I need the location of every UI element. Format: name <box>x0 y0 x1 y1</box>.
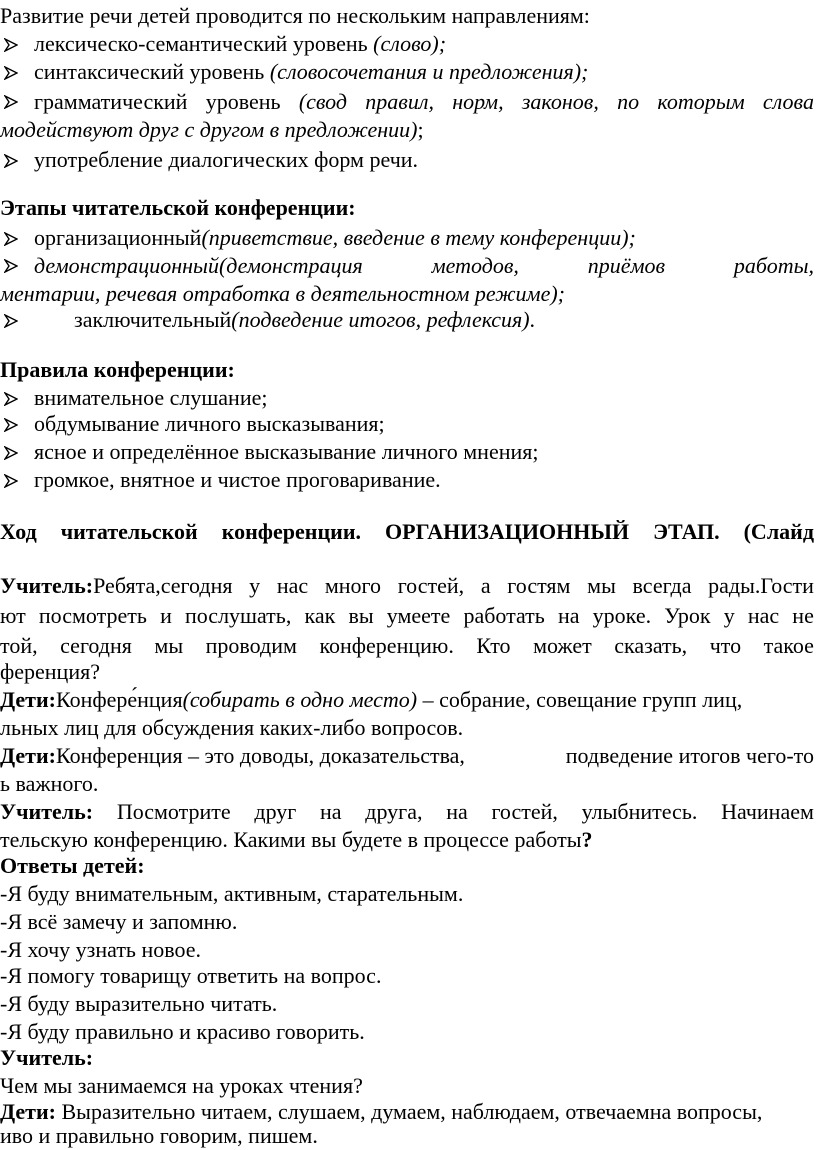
intro-line: Развитие речи детей проводится по нескольким направлениям: <box>0 3 590 28</box>
arrowhead-bullet-icon <box>4 232 18 246</box>
list-item: -Я буду правильно и красиво говорить. <box>0 1019 365 1044</box>
dialogue-line: Дети: Выразительно читаем, слушаем, думаем, наблюдаем, отвечаемна вопросы, <box>0 1099 763 1124</box>
dialogue-line: той, сегодня мы проводим конференцию. Кто может сказать, что такое <box>0 633 814 658</box>
dialogue-line: Учитель:Ребята,сегодня у нас много гостей, а гостям мы всегда рады.Гости <box>0 573 814 598</box>
arrowhead-bullet-icon <box>4 154 18 168</box>
list-item-continuation: модействуют друг с другом в предложении); <box>0 117 424 142</box>
list-item: внимательное слушание; <box>0 384 816 412</box>
list-item: -Я помогу товарищу ответить на вопрос. <box>0 963 382 988</box>
dialogue-line: Дети:Конфере́нция(собирать в одно место) – собрание, совещание групп лиц, <box>0 687 743 712</box>
section-heading: Правила конференции: <box>0 357 235 382</box>
list-item: -Я хочу узнать новое. <box>0 937 202 962</box>
list-item: -Я всё замечу и запомню. <box>0 909 238 934</box>
list-item: организационный(приветствие, введение в тему конференции); <box>0 224 816 252</box>
justified-words: демонстрационный(демонстрация методов, приёмов работы, <box>34 253 814 278</box>
justified-words: грамматический уровень (свод правил, норм, законов, по которым слова <box>34 89 814 114</box>
dialogue-line: Учитель: <box>0 1045 94 1070</box>
arrowhead-bullet-icon <box>4 38 18 52</box>
list-item: лексическо-семантический уровень (слово); <box>0 30 816 58</box>
list-item-continuation: ментарии, речевая отработка в деятельностном режиме); <box>0 281 565 306</box>
dialogue-line: иво и правильно говорим, пишем. <box>0 1123 318 1148</box>
arrowhead-bullet-icon <box>4 474 18 488</box>
dialogue-line: тельскую конференцию. Какими вы будете в процессе работы? <box>0 827 593 852</box>
list-item: ясное и определённое высказывание личного мнения; <box>0 438 816 466</box>
list-item <box>0 252 816 280</box>
list-item: -Я буду выразительно читать. <box>0 991 278 1016</box>
list-item: синтаксический уровень (словосочетания и предложения); <box>0 58 816 86</box>
section-heading: Ход читательской конференции. ОРГАНИЗАЦИОННЫЙ ЭТАП. (Слайд <box>0 519 814 544</box>
dialogue-line: ют посмотреть и послушать, как вы умеете работать на уроке. Урок у нас не <box>0 603 814 628</box>
section-heading: Этапы читательской конференции: <box>0 195 356 220</box>
arrowhead-bullet-icon <box>4 446 18 460</box>
dialogue-line: льных лиц для обсуждения каких-либо вопросов. <box>0 715 464 740</box>
dialogue-line: Чем мы занимаемся на уроках чтения? <box>0 1073 363 1098</box>
arrowhead-bullet-icon <box>4 314 18 328</box>
arrowhead-bullet-icon <box>4 418 18 432</box>
list-item: обдумывание личного высказывания; <box>0 410 816 438</box>
list-item: употребление диалогических форм речи. <box>0 146 816 174</box>
list-item: -Я буду внимательным, активным, старательным. <box>0 881 464 906</box>
list-item: громкое, внятное и чистое проговаривание. <box>0 466 816 494</box>
dialogue-line: ференция? <box>0 659 100 684</box>
arrowhead-bullet-icon <box>4 392 18 406</box>
list-item <box>0 88 816 116</box>
dialogue-line: Учитель: Посмотрите друг на друга, на гостей, улыбнитесь. Начинаем <box>0 799 814 824</box>
dialogue-line: Дети:Конференция – это доводы, доказательства, подведение итогов чего-то <box>0 743 814 768</box>
arrowhead-bullet-icon <box>4 66 18 80</box>
arrowhead-bullet-icon <box>4 259 18 273</box>
list-item: заключительный(подведение итогов, рефлексия). <box>0 306 816 334</box>
answers-heading: Ответы детей: <box>0 853 145 878</box>
arrowhead-bullet-icon <box>4 95 18 109</box>
dialogue-line: ь важного. <box>0 771 99 796</box>
